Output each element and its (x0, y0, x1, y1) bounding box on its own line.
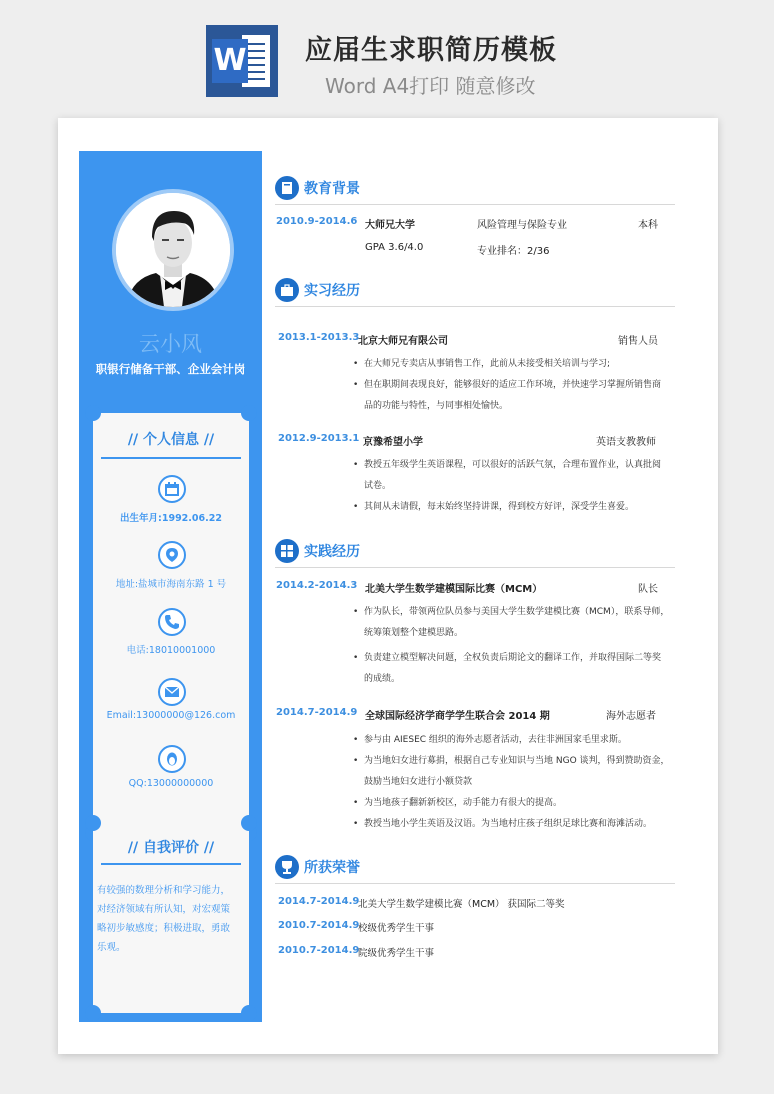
internship-title: 实习经历 (304, 283, 360, 299)
book-icon (275, 176, 299, 200)
section-practice (275, 537, 675, 567)
internship-org: 京豫希望小学 (363, 437, 423, 448)
sidebar (79, 151, 262, 1022)
section-honors (275, 853, 675, 883)
section-internship (275, 276, 675, 306)
divider (101, 863, 241, 865)
internship-bullets: • 教授五年级学生英语课程，可以很好的活跃气氛，合理布置作业，认真批阅 试卷。 • 其间从未请假，每末始终坚持讲课，得到校方好评，深受学生喜爱。 (353, 460, 662, 512)
qq-penguin-icon (158, 745, 186, 773)
school: 大师兄大学 (365, 220, 415, 231)
personal-info-card (93, 413, 249, 833)
honor-date: 2010.7-2014.9 (278, 920, 360, 931)
page-title: 应届生求职简历模板 (305, 35, 557, 66)
practice-role: 海外志愿者 (606, 711, 656, 722)
word-icon: W (206, 25, 278, 97)
page-subtitle: Word A4打印 随意修改 (325, 74, 536, 98)
practice-org: 北美大学生数学建模国际比赛（MCM） (365, 584, 543, 595)
honors-title: 所获荣誉 (304, 860, 360, 876)
page-header (0, 0, 774, 112)
candidate-name: 云小风 (139, 332, 202, 356)
location-icon (158, 541, 186, 569)
briefcase-icon (275, 278, 299, 302)
honor-text: 院级优秀学生干事 (358, 948, 435, 959)
resume-paper (58, 118, 718, 1054)
practice-date: 2014.7-2014.9 (276, 707, 358, 718)
address: 地址:盐城市海南东路 1 号 (115, 579, 227, 590)
practice-role: 队长 (638, 584, 658, 595)
practice-bullets: • 参与由 AIESEC 组织的海外志愿者活动，去往非洲国家毛里求斯。 • 为当地妇女进行募捐，根据自己专业知识与当地 NGO 谈判，得到赞助资金， 鼓励当地妇女进行小额贷款 • 为当地孩子翻新新校区，动手能力有很大的提高。 • 教授当地小学生英语及汉语。为当地村庄孩子组织足球比赛和海滩活动。 (353, 735, 670, 829)
self-eval-title: // 自我评价 // (127, 840, 215, 856)
birth-date: 出生年月:1992.06.22 (120, 513, 222, 524)
self-eval-text: 有较强的数理分析和学习能力， 对经济领域有所认知，对宏观策 略初步敏感度；积极进取，勇敢 乐观。 (97, 885, 231, 953)
avatar (116, 193, 230, 307)
education-title: 教育背景 (304, 181, 360, 197)
internship-date: 2013.1-2013.3 (278, 332, 360, 343)
divider (101, 457, 241, 459)
honor-text: 校级优秀学生干事 (358, 923, 435, 934)
job-intent: 职银行储备干部、企业会计岗 (95, 362, 246, 376)
personal-info-title: // 个人信息 // (127, 432, 215, 448)
internship-role: 销售人员 (618, 336, 658, 347)
practice-date: 2014.2-2014.3 (276, 580, 358, 591)
practice-org: 全球国际经济学商学学生联合会 2014 期 (365, 711, 550, 722)
practice-bullets: • 作为队长，带领两位队员参与美国大学生数学建模比赛（MCM），联系导师， 统筹策划整个建模思路。 • 负责建立模型解决问题，全权负责后期论文的翻译工作，并取得国际二等奖 的成绩。 (353, 607, 670, 684)
rank: 专业排名：2/36 (477, 246, 550, 257)
practice-title: 实践经历 (304, 544, 360, 560)
phone: 电话:18010001000 (126, 645, 216, 656)
section-education (275, 174, 675, 204)
trophy-icon (275, 855, 299, 879)
degree: 本科 (638, 220, 658, 231)
qq: QQ:13000000000 (128, 778, 214, 789)
honor-date: 2014.7-2014.9 (278, 896, 360, 907)
internship-date: 2012.9-2013.1 (278, 433, 360, 444)
phone-icon (158, 608, 186, 636)
internship-bullets: • 在大师兄专卖店从事销售工作，此前从未接受相关培训与学习; • 但在职期间表现良好，能够很好的适应工作环境，并快速学习掌握所销售商 品的功能与特性，与同事相处愉快。 (353, 359, 662, 411)
calendar-icon (158, 475, 186, 503)
email: Email:13000000@126.com (106, 710, 236, 721)
honor-date: 2010.7-2014.9 (278, 945, 360, 956)
education-date: 2010.9-2014.6 (276, 216, 358, 227)
gpa: GPA 3.6/4.0 (365, 242, 424, 253)
honor-text: 北美大学生数学建模比赛（MCM） 获国际二等奖 (358, 899, 565, 910)
internship-org: 北京大师兄有限公司 (358, 336, 448, 347)
major: 风险管理与保险专业 (477, 220, 567, 231)
grid-icon (275, 539, 299, 563)
internship-role: 英语支教教师 (596, 437, 656, 448)
self-eval-card (93, 823, 249, 1013)
mail-icon (158, 678, 186, 706)
